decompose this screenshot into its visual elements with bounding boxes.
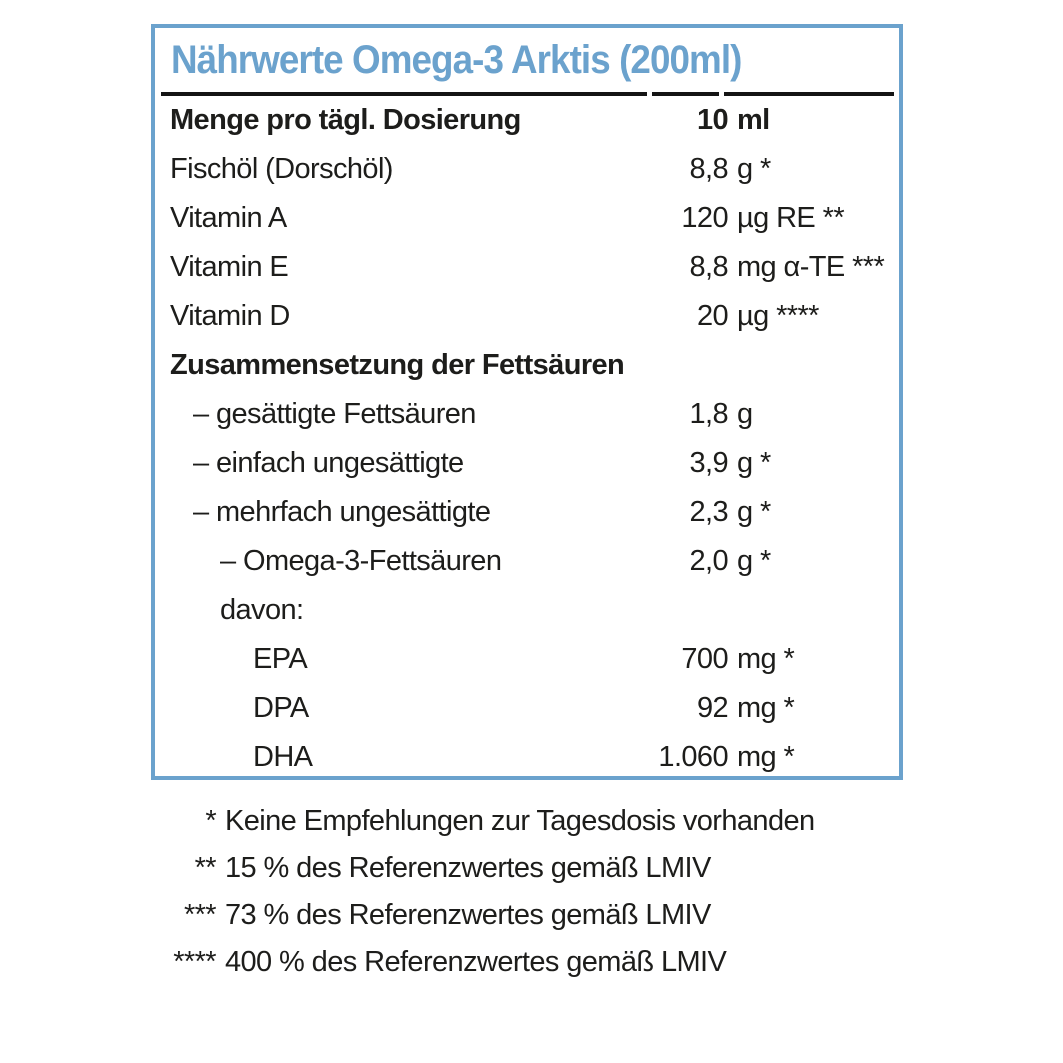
divider-segment-right bbox=[724, 92, 894, 96]
table-row bbox=[155, 292, 899, 341]
row-unit: mg α-TE *** bbox=[737, 251, 885, 283]
row-value: 120 bbox=[681, 202, 728, 234]
panel-title: Nährwerte Omega-3 Arktis (200ml) bbox=[171, 37, 742, 82]
row-label: – einfach ungesättigte bbox=[193, 447, 464, 479]
row-unit: mg * bbox=[737, 643, 795, 675]
row-label: EPA bbox=[253, 643, 308, 675]
row-value: 20 bbox=[696, 300, 728, 332]
row-label: Vitamin E bbox=[170, 251, 289, 283]
table-row bbox=[155, 537, 899, 586]
row-unit: g * bbox=[737, 545, 771, 577]
row-unit: g bbox=[737, 398, 753, 430]
panel-header bbox=[155, 28, 899, 92]
row-label: Zusammensetzung der Fettsäuren bbox=[170, 349, 625, 381]
footnote-line bbox=[0, 845, 1063, 892]
footnote-line bbox=[0, 939, 1063, 986]
table-row bbox=[155, 586, 899, 635]
header-divider bbox=[161, 92, 894, 96]
row-unit: g * bbox=[737, 153, 771, 185]
footnote-text: 15 % des Referenzwertes gemäß LMIV bbox=[225, 852, 711, 884]
row-value: 8,8 bbox=[689, 153, 728, 185]
row-value: 2,0 bbox=[689, 545, 728, 577]
table-row bbox=[155, 194, 899, 243]
row-value: 92 bbox=[696, 692, 728, 724]
row-value: 10 bbox=[696, 104, 728, 136]
footnote-marker: **** bbox=[173, 946, 216, 978]
row-label: Vitamin A bbox=[170, 202, 287, 234]
row-value: 2,3 bbox=[689, 496, 728, 528]
table-row bbox=[155, 341, 899, 390]
row-value: 1.060 bbox=[658, 741, 728, 773]
row-unit: mg * bbox=[737, 741, 795, 773]
nutrition-panel bbox=[151, 24, 903, 780]
table-row bbox=[155, 488, 899, 537]
row-label: Menge pro tägl. Dosierung bbox=[170, 104, 521, 136]
table-row bbox=[155, 390, 899, 439]
row-value: 700 bbox=[681, 643, 728, 675]
row-unit: ml bbox=[737, 104, 770, 136]
footnote-marker: *** bbox=[183, 899, 216, 931]
table-row bbox=[155, 635, 899, 684]
row-label: davon: bbox=[220, 594, 304, 626]
table-row bbox=[155, 684, 899, 733]
row-label: Vitamin D bbox=[170, 300, 290, 332]
table-row bbox=[155, 243, 899, 292]
row-value: 1,8 bbox=[689, 398, 728, 430]
row-unit: mg * bbox=[737, 692, 795, 724]
footnote-line bbox=[0, 798, 1063, 845]
footnote-marker: * bbox=[205, 805, 216, 837]
row-label: – Omega-3-Fettsäuren bbox=[220, 545, 502, 577]
footnote-marker: ** bbox=[194, 852, 216, 884]
footnote-text: Keine Empfehlungen zur Tagesdosis vorhanden bbox=[225, 805, 815, 837]
row-label: Fischöl (Dorschöl) bbox=[170, 153, 393, 185]
nutrition-table bbox=[155, 96, 899, 782]
footnote-text: 400 % des Referenzwertes gemäß LMIV bbox=[225, 946, 727, 978]
divider-segment-left bbox=[161, 92, 647, 96]
row-label: – gesättigte Fettsäuren bbox=[193, 398, 476, 430]
row-label: – mehrfach ungesättigte bbox=[193, 496, 491, 528]
table-row bbox=[155, 96, 899, 145]
footnotes bbox=[0, 798, 1063, 986]
table-row bbox=[155, 439, 899, 488]
table-row bbox=[155, 145, 899, 194]
table-row bbox=[155, 733, 899, 782]
row-unit: µg RE ** bbox=[737, 202, 845, 234]
row-value: 8,8 bbox=[689, 251, 728, 283]
row-unit: g * bbox=[737, 447, 771, 479]
row-label: DPA bbox=[253, 692, 309, 724]
footnote-text: 73 % des Referenzwertes gemäß LMIV bbox=[225, 899, 711, 931]
row-value: 3,9 bbox=[689, 447, 728, 479]
divider-segment-middle bbox=[652, 92, 719, 96]
row-unit: g * bbox=[737, 496, 771, 528]
row-unit: µg **** bbox=[737, 300, 819, 332]
footnote-line bbox=[0, 892, 1063, 939]
row-label: DHA bbox=[253, 741, 313, 773]
